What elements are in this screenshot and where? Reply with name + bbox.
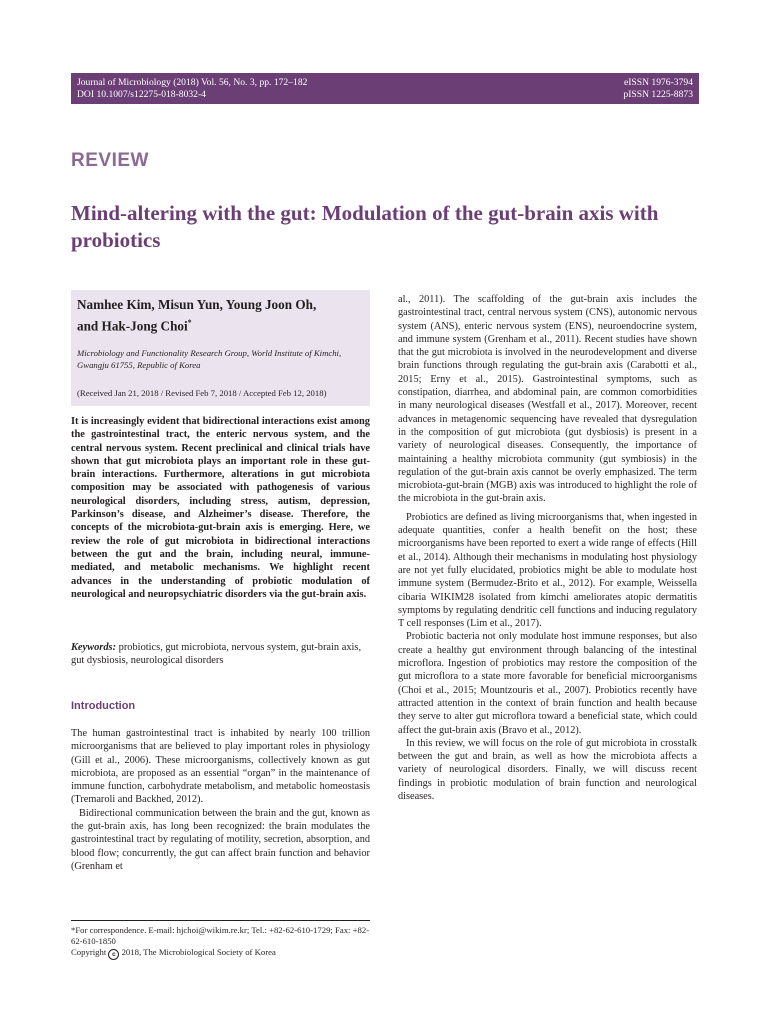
pissn: pISSN 1225-8873 — [623, 89, 693, 100]
right-paragraph-3: Probiotic bacteria not only modulate host immune responses, but also create a healthy gut environment through balancing of the intestinal microflora. Ingestion of probiotics may restore the composition of the gut microflora to a state more favorable for beneficial microorganisms (Choi et al., 2015; Mountzouris et al., 2007). Probiotics recently have attracted attention in the context of brain function and health because they serve to alter gut microflora toward a beneficial state, which could affect the gut-brain axis (Bravo et al., 2012). — [398, 631, 697, 736]
authors — [77, 296, 362, 335]
copyright-prefix: Copyright — [71, 947, 107, 958]
footnote-divider — [71, 920, 370, 921]
journal-citation: Journal of Microbiology (2018) Vol. 56, No. 3, pp. 172–182 — [77, 77, 308, 88]
eissn: eISSN 1976-3794 — [623, 77, 693, 88]
right-paragraph-2: Probiotics are defined as living microorganisms that, when ingested in adequate quantities, confer a health benefit on the host; these microorganisms have been reported to exert a wide range of effects (Hill et al., 2014). Although their mechanisms in modulating host physiology are not yet fully elucidated, probiotics might be able to modulate host immune system (Bermudez-Brito et al., 2012). For example, Weissella cibaria WIKIM28 isolated from kimchi ameliorates atopic dermatitis symptoms by regulating dendritic cell functions and inducing regulatory T cell responses (Lim et al., 2017). — [398, 511, 697, 630]
journal-banner — [71, 73, 699, 104]
abstract: It is increasingly evident that bidirectional interactions exist among the gastrointestinal tract, the enteric nervous system, and the central nervous system. Recent preclinical and clinical trials have shown that gut microbiota plays an important role in these gut-brain interactions. Furthermore, alterations in gut microbiota composition may be associated with pathogenesis of various neurological disorders, including stress, autism, depression, Parkinson’s disease, and Alzheimer’s disease. Therefore, the concepts of the microbiota-gut-brain axis is emerging. Here, we review the role of gut microbiota in bidirectional interactions between the gut and the brain, including neural, immune-mediated, and metabolic mechanisms. We highlight recent advances in the understanding of probiotic modulation of neurological and neuropsychiatric disorders via the gut-brain axis. — [71, 416, 370, 600]
corresponding-mark: * — [187, 318, 192, 327]
authors-line-2: and Hak-Jong Choi — [77, 318, 188, 334]
keywords — [71, 641, 370, 668]
copyright-line — [71, 947, 370, 960]
authors-line-1: Namhee Kim, Misun Yun, Young Joon Oh, — [77, 297, 317, 312]
introduction-body — [71, 727, 370, 873]
correspondence-note: *For correspondence. E-mail: hjchoi@wikim.re.kr; Tel.: +82-62-610-1729; Fax: +82-62-610-1850 — [71, 925, 370, 947]
article-title: Mind-altering with the gut: Modulation of the gut-brain axis with probiotics — [71, 201, 659, 252]
intro-paragraph-1: The human gastrointestinal tract is inhabited by nearly 100 trillion microorganisms that are believed to play important roles in physiology (Gill et al., 2006). These microorganisms, collectively known as gut microbiota, are proposed as an essential “organ” in the maintenance of immune function, carbohydrate metabolism, and metabolic homeostasis (Tremaroli and Backhed, 2012). — [71, 728, 370, 806]
banner-right — [623, 77, 693, 101]
doi: DOI 10.1007/s12275-018-8032-4 — [77, 89, 206, 100]
affiliation: Microbiology and Functionality Research Group, World Institute of Kimchi, Gwangju 61755, Republic of Korea — [77, 348, 342, 370]
intro-paragraph-2: Bidirectional communication between the brain and the gut, known as the gut-brain axis, has long been recognized: the brain modulates the gastrointestinal tract by regulating of motility, secretion, absorption, and blood flow; concurrently, the gut can affect brain function and behavior (Grenham et — [71, 807, 370, 872]
copyright-text: 2018, The Microbiological Society of Korea — [121, 947, 276, 958]
keywords-label: Keywords: — [71, 642, 117, 653]
introduction-heading: Introduction — [71, 700, 136, 712]
right-column — [398, 293, 697, 803]
right-paragraph-4: In this review, we will focus on the role of gut microbiota in crosstalk between the gut and brain, as well as how the microbiota affects a variety of neurological disorders. Finally, we will discuss recent findings in probiotic modulation of brain function and neurological diseases. — [398, 737, 697, 802]
section-label: REVIEW — [71, 150, 149, 171]
right-paragraph-1: al., 2011). The scaffolding of the gut-brain axis includes the gastrointestinal tract, central nervous system (CNS), autonomic nervous system (ANS), enteric nervous system (ENS), neuroendocrine system, and immune system (Grenham et al., 2011). Recent studies have shown that the gut microbiota is involved in the neurodevelopment and diverse brain functions through regulating the gut-brain axis (Carabotti et al., 2015; Erny et al., 2015). Gastrointestinal symptoms, such as constipation, diarrhea, and abdominal pain, are common comorbidities in many neurological diseases (Westfall et al., 2017). Moreover, recent advances in metagenomic sequencing have revealed that dysregulation in the composition of gut microbiota (gut dysbiosis) is present in a variety of neurological diseases. Consequently, the importance of maintaining a healthy microbiota community (gut symbiosis) in the regulation of the gut-brain axis cannot be overly emphasized. The term microbiota-gut-brain (MGB) axis was introduced to highlight the role of the microbiota in the gut-brain axis. — [398, 294, 697, 505]
author-box — [71, 290, 370, 406]
copyright-icon: c — [108, 949, 119, 960]
footnote — [71, 925, 370, 960]
keywords-list: probiotics, gut microbiota, nervous system, gut-brain axis, gut dysbiosis, neurological disorders — [71, 642, 362, 667]
banner-left — [77, 77, 307, 101]
received-dates: (Received Jan 21, 2018 / Revised Feb 7, 2018 / Accepted Feb 12, 2018) — [77, 388, 327, 398]
